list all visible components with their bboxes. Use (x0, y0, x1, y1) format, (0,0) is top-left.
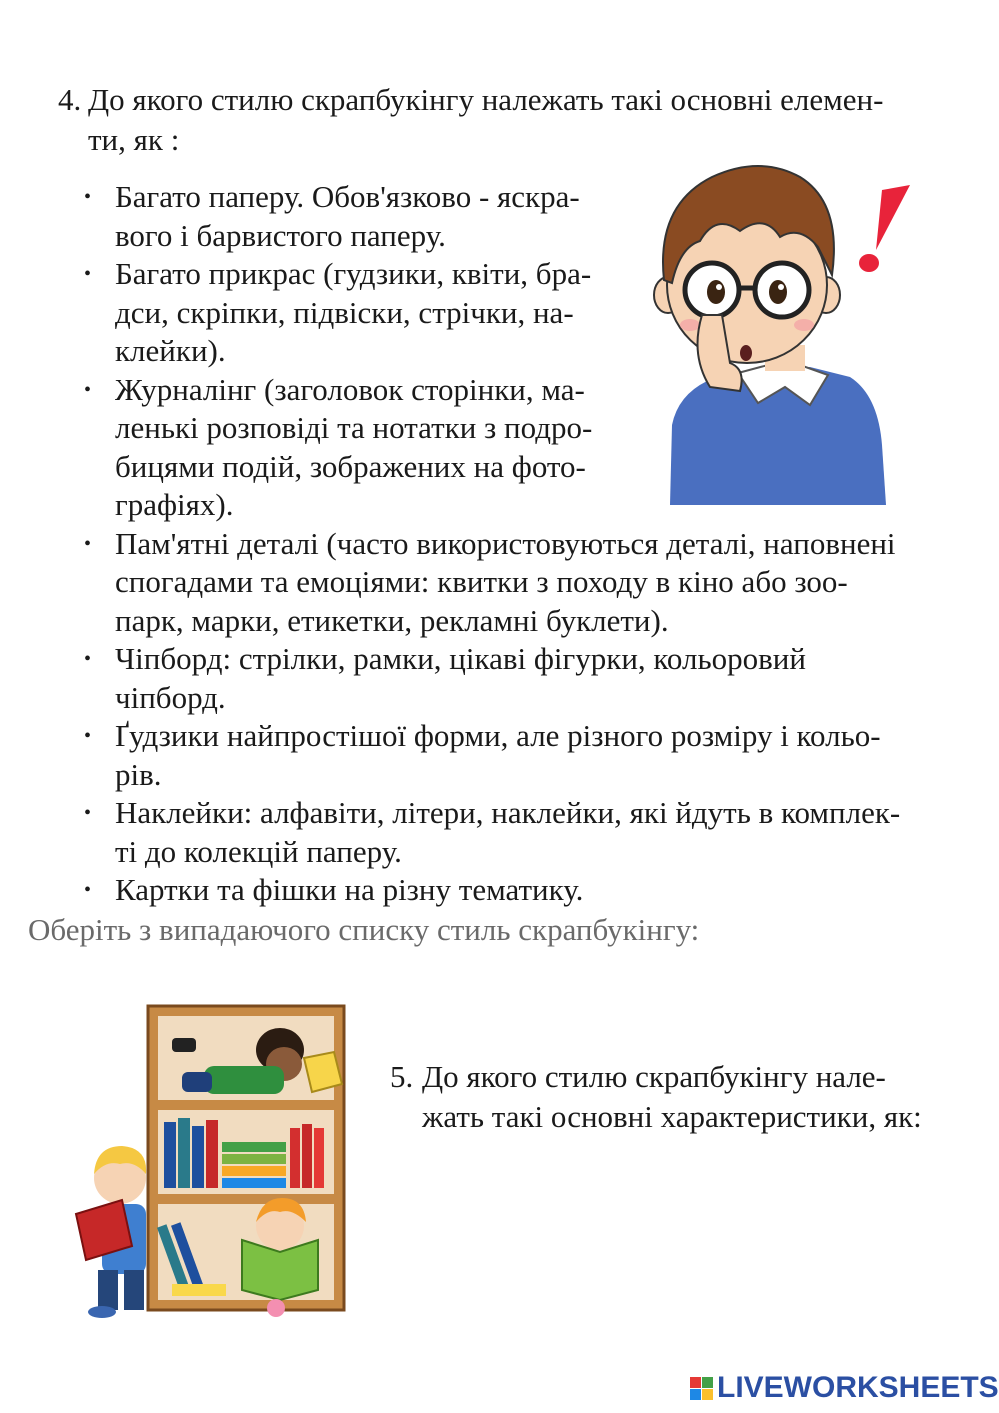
list-item (82, 717, 900, 794)
list-item (82, 640, 900, 717)
question-5-number: 5. (390, 1059, 414, 1094)
question-4 (58, 80, 963, 160)
list-item-text: Картки та фішки на різну тематику. (115, 872, 584, 907)
instruction-text: Оберіть з випадаючого списку стиль скрапбукінгу: (28, 912, 700, 947)
bullet-icon: • (84, 648, 92, 670)
question-5-text: До якого стилю скрапбукінгу нале- жать такі основні характеристики, як: (422, 1059, 922, 1134)
bullet-icon: • (84, 879, 92, 901)
liveworksheets-logo-text: LIVEWORKSHEETS (717, 1371, 999, 1404)
list-item-text: Наклейки: алфавіти, літери, наклейки, які йдуть в комплек- ті до колекцій паперу. (115, 795, 901, 869)
list-item-text: Багато паперу. Обов'язково - яскра- вого і барвистого паперу. (115, 179, 580, 253)
list-item-text: Журналінг (заголовок сторінки, ма- ленькі розповіді та нотатки з подро- бицями подій, зображених на фото- графіях). (115, 371, 593, 522)
list-item-text: Багато прикрас (гудзики, квіти, бра- дси, скріпки, підвіски, стрічки, на- клейки). (115, 256, 592, 368)
question-5 (390, 1057, 970, 1137)
bullet-icon: • (84, 725, 92, 747)
logo-block (690, 1377, 701, 1388)
list-item-text: Пам'ятні деталі (часто використовуються деталі, наповнені спогадами та емоціями: квитки з походу в кіно або зоо- парк, марки, етикетки, рекламні буклети). (115, 525, 896, 638)
logo-block (702, 1377, 713, 1388)
logo-block (702, 1389, 713, 1400)
bullet-icon: • (84, 186, 92, 208)
kids-bookshelf-reading-icon (72, 1002, 362, 1327)
boy-with-glasses-exclamation-icon (650, 155, 920, 505)
liveworksheets-watermark (690, 1370, 999, 1406)
question-4-number: 4. (58, 82, 82, 117)
liveworksheets-logo-icon (690, 1377, 713, 1400)
bullet-icon: • (84, 532, 92, 555)
list-item (82, 871, 900, 910)
list-item (82, 525, 900, 641)
list-item-text: Ґудзики найпростішої форми, але різного розміру і кольо- рів. (115, 718, 881, 792)
bullet-icon: • (84, 263, 92, 285)
list-item (82, 794, 900, 871)
logo-block (690, 1389, 701, 1400)
list-item-text: Чіпборд: стрілки, рамки, цікаві фігурки, кольоровий чіпборд. (115, 641, 806, 715)
bullet-icon: • (84, 802, 92, 824)
question-4-text: До якого стилю скрапбукінгу належать такі основні елемен- ти, як : (88, 82, 884, 157)
bullet-icon: • (84, 378, 92, 401)
